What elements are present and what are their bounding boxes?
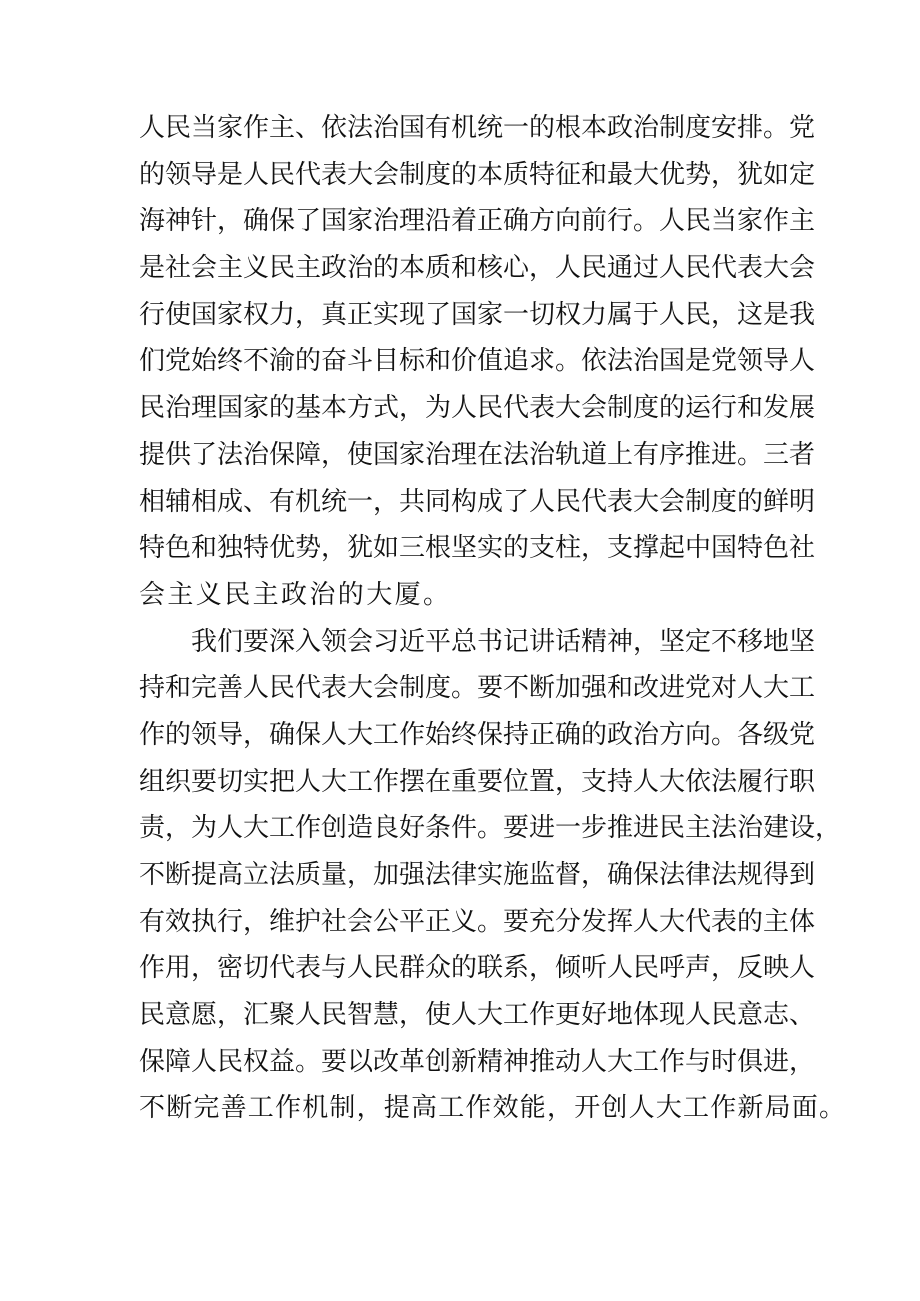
paragraph-2-line: 作用，密切代表与人民群众的联系，倾听人民呼声，反映人	[139, 953, 816, 984]
paragraph-1-line: 提供了法治保障，使国家治理在法治轨道上有序推进。三者	[139, 439, 816, 470]
paragraph-1-line: 特色和独特优势，犹如三根坚实的支柱，支撑起中国特色社	[139, 533, 816, 564]
paragraph-2-line: 责，为人大工作创造良好条件。要进一步推进民主法治建设，	[139, 813, 842, 844]
paragraph-2-line: 不断提高立法质量，加强法律实施监督，确保法律法规得到	[139, 860, 816, 890]
paragraph-1-line: 是社会主义民主政治的本质和核心，人民通过人民代表大会	[139, 253, 816, 284]
paragraph-1-line: 人民当家作主、依法治国有机统一的根本政治制度安排。党	[139, 113, 816, 143]
paragraph-1-line: 们党始终不渝的奋斗目标和价值追求。依法治国是党领导人	[139, 346, 816, 377]
paragraph-1-line: 相辅相成、有机统一，共同构成了人民代表大会制度的鲜明	[139, 486, 816, 517]
paragraph-1-line: 行使国家权力，真正实现了国家一切权力属于人民，这是我	[139, 299, 816, 330]
paragraph-2-line: 不断完善工作机制，提高工作效能，开创人大工作新局面。	[139, 1093, 847, 1124]
paragraph-1-line: 的领导是人民代表大会制度的本质特征和最大优势，犹如定	[139, 159, 816, 190]
paragraph-2-line: 保障人民权益。要以改革创新精神推动人大工作与时俱进，	[139, 1046, 816, 1077]
paragraph-2-line: 持和完善人民代表大会制度。要不断加强和改进党对人大工	[139, 673, 816, 704]
paragraph-2	[139, 619, 847, 1133]
paragraph-2-line: 民意愿，汇聚人民智慧，使人大工作更好地体现人民意志、	[139, 1000, 816, 1031]
paragraph-1	[139, 105, 816, 619]
paragraph-2-line: 作的领导，确保人大工作始终保持正确的政治方向。各级党	[139, 719, 816, 750]
paragraph-1-line: 会主义民主政治的大厦。	[139, 579, 452, 610]
paragraph-2-line: 组织要切实把人大工作摆在重要位置，支持人大依法履行职	[139, 766, 816, 797]
paragraph-1-line: 民治理国家的基本方式，为人民代表大会制度的运行和发展	[139, 393, 816, 424]
paragraph-2-line: 有效执行，维护社会公平正义。要充分发挥人大代表的主体	[139, 906, 816, 937]
body-text	[139, 105, 847, 1132]
paragraph-2-line: 我们要深入领会习近平总书记讲话精神，坚定不移地坚	[191, 626, 816, 657]
paragraph-1-line: 海神针，确保了国家治理沿着正确方向前行。人民当家作主	[139, 206, 816, 237]
